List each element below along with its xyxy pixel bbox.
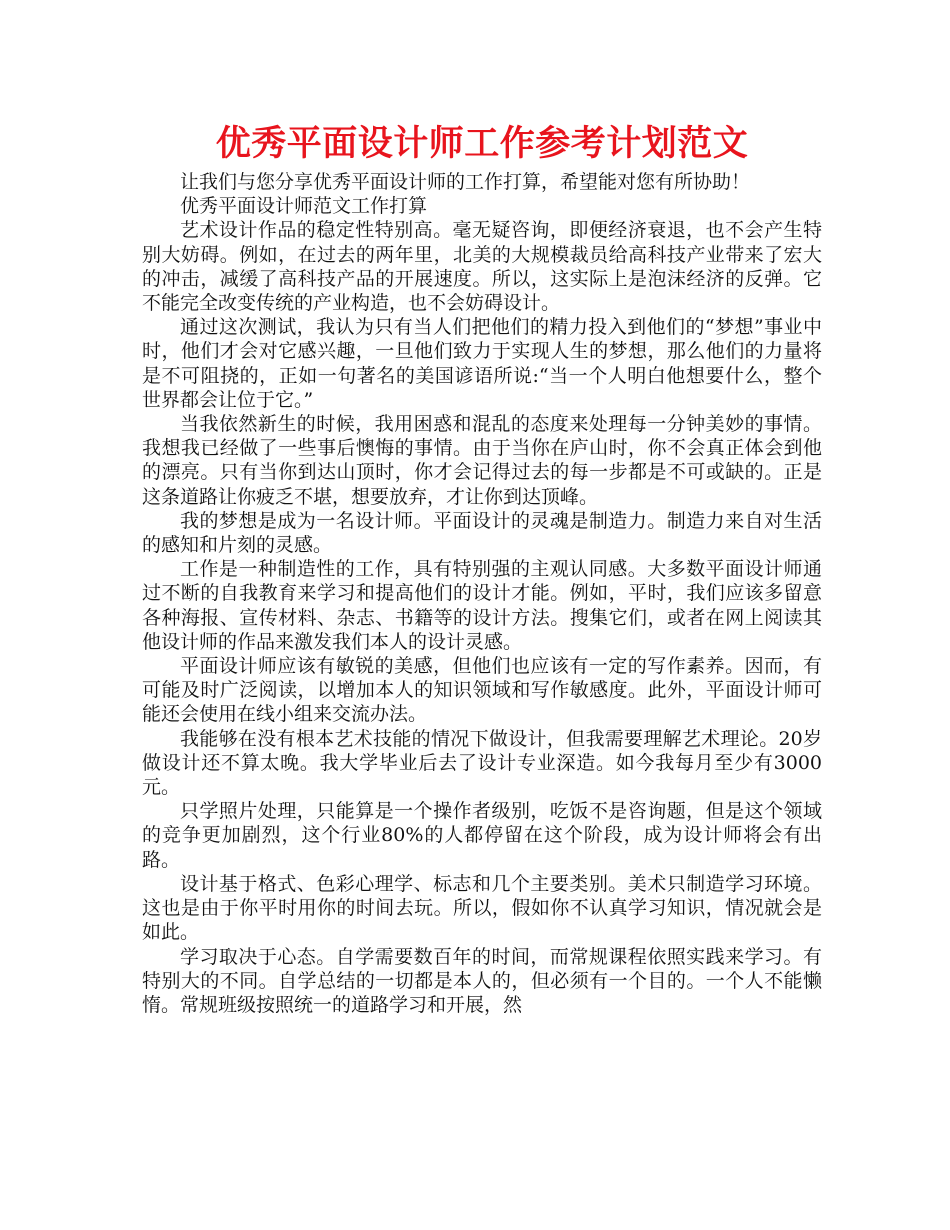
paragraph: 设计基于格式、色彩心理学、标志和几个主要类别。美术只制造学习环境。这也是由于你平时用你的时间去玩。所以，假如你不认真学习知识，情况就会是如此。 — [142, 872, 822, 944]
paragraph: 工作是一种制造性的工作，具有特别强的主观认同感。大多数平面设计师通过不断的自我教育来学习和提高他们的设计才能。例如，平时，我们应该多留意各种海报、宣传材料、杂志、书籍等的设计方法。搜集它们，或者在网上阅读其他设计师的作品来激发我们本人的设计灵感。 — [142, 558, 822, 653]
paragraph: 我的梦想是成为一名设计师。平面设计的灵魂是制造力。制造力来自对生活的感知和片刻的灵感。 — [142, 509, 822, 557]
paragraph: 当我依然新生的时候，我用困惑和混乱的态度来处理每一分钟美妙的事情。我想我已经做了一些事后懊悔的事情。由于当你在庐山时，你不会真正体会到他的漂亮。只有当你到达山顶时，你才会记得过去的每一步都是不可或缺的。正是这条道路让你疲乏不堪，想要放弃，才让你到达顶峰。 — [142, 413, 822, 508]
paragraph: 学习取决于心态。自学需要数百年的时间，而常规课程依照实践来学习。有特别大的不同。自学总结的一切都是本人的，但必须有一个目的。一个人不能懒惰。常规班级按照统一的道路学习和开展，然 — [142, 945, 822, 1016]
paragraph-subtitle: 优秀平面设计师范文工作打算 — [180, 195, 428, 218]
paragraph: 我能够在没有根本艺术技能的情况下做设计，但我需要理解艺术理论。20岁做设计还不算太晚。我大学毕业后去了设计专业深造。如今我每月至少有3000元。 — [142, 727, 822, 799]
paragraph: 平面设计师应该有敏锐的美感，但他们也应该有一定的写作素养。因而，有可能及时广泛阅读，以增加本人的知识领域和写作敏感度。此外，平面设计师可能还会使用在线小组来交流办法。 — [142, 655, 822, 726]
paragraph: 通过这次测试，我认为只有当人们把他们的精力投入到他们的“梦想”事业中时，他们才会对它感兴趣，一旦他们致力于实现人生的梦想，那么他们的力量将是不可阻挠的，正如一句著名的美国谚语所说:“当一个人明白他想要什么，整个世界都会让位于它。” — [142, 316, 822, 411]
document-title: 优秀平面设计师工作参考计划范文 — [215, 124, 749, 164]
paragraph: 艺术设计作品的稳定性特别高。毫无疑咨询，即便经济衰退，也不会产生特别大妨碍。例如，在过去的两年里，北美的大规模裁员给高科技产业带来了宏大的冲击，减缓了高科技产品的开展速度。所以，这实际上是泡沫经济的反弹。它不能完全改变传统的产业构造，也不会妨碍设计。 — [142, 219, 822, 315]
paragraph: 只学照片处理，只能算是一个操作者级别，吃饭不是咨询题，但是这个领域的竞争更加剧烈，这个行业80%的人都停留在这个阶段，成为设计师将会有出路。 — [142, 800, 822, 871]
document-page — [142, 122, 822, 1017]
paragraph-intro: 让我们与您分享优秀平面设计师的工作打算，希望能对您有所协助！ — [180, 171, 751, 193]
